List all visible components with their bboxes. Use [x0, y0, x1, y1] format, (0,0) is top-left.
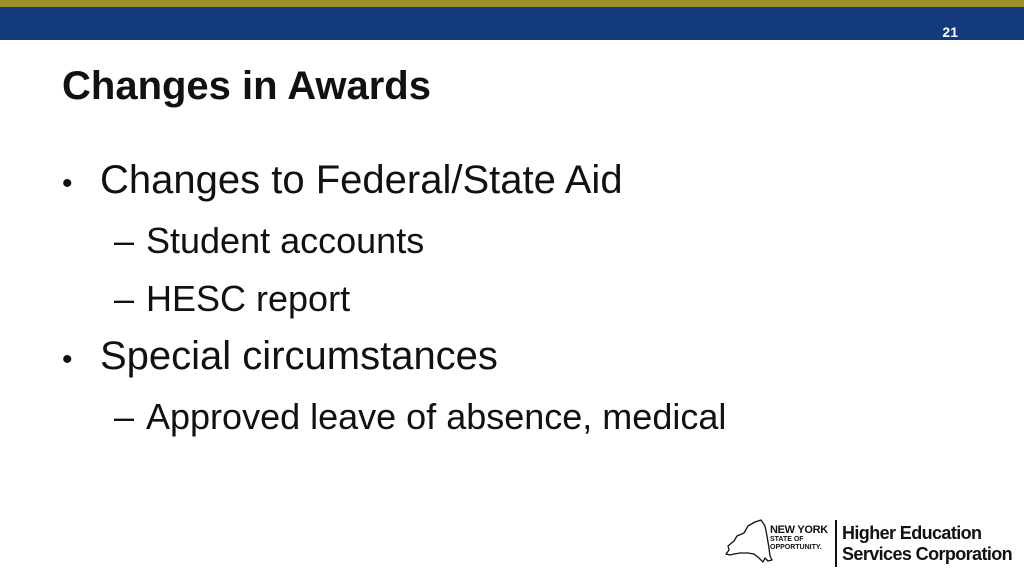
- bullet-marker: •: [62, 167, 73, 200]
- hesc-logo: [724, 514, 1014, 570]
- page-number: 21: [942, 24, 958, 40]
- header-bar: [0, 7, 1024, 40]
- sub-bullet-item: [58, 388, 958, 446]
- state-of-opportunity-wordmark: NEW YORK STATE OF OPPORTUNITY.: [770, 524, 828, 551]
- slide-title: Changes in Awards: [62, 64, 431, 108]
- dash-marker: –: [114, 278, 135, 319]
- sub-bullet-item: [58, 212, 958, 270]
- header-accent-stripe: [0, 0, 1024, 7]
- bullet-item: [58, 328, 958, 388]
- new-york-state-map-icon: [724, 514, 774, 570]
- bullet-item: [58, 152, 958, 212]
- bullet-text: Special circumstances: [100, 334, 498, 378]
- dash-marker: –: [114, 396, 135, 437]
- bullet-marker: •: [62, 343, 73, 376]
- organization-name: Higher Education Services Corporation: [842, 523, 1013, 564]
- logo-divider: [835, 520, 837, 567]
- bullet-text: Changes to Federal/State Aid: [100, 158, 623, 202]
- sub-bullet-item: [58, 270, 958, 328]
- sub-bullet-text: Student accounts: [146, 220, 425, 261]
- sub-bullet-text: HESC report: [146, 278, 351, 319]
- bullet-list: [58, 152, 958, 446]
- sub-bullet-text: Approved leave of absence, medical: [146, 396, 727, 437]
- dash-marker: –: [114, 220, 135, 261]
